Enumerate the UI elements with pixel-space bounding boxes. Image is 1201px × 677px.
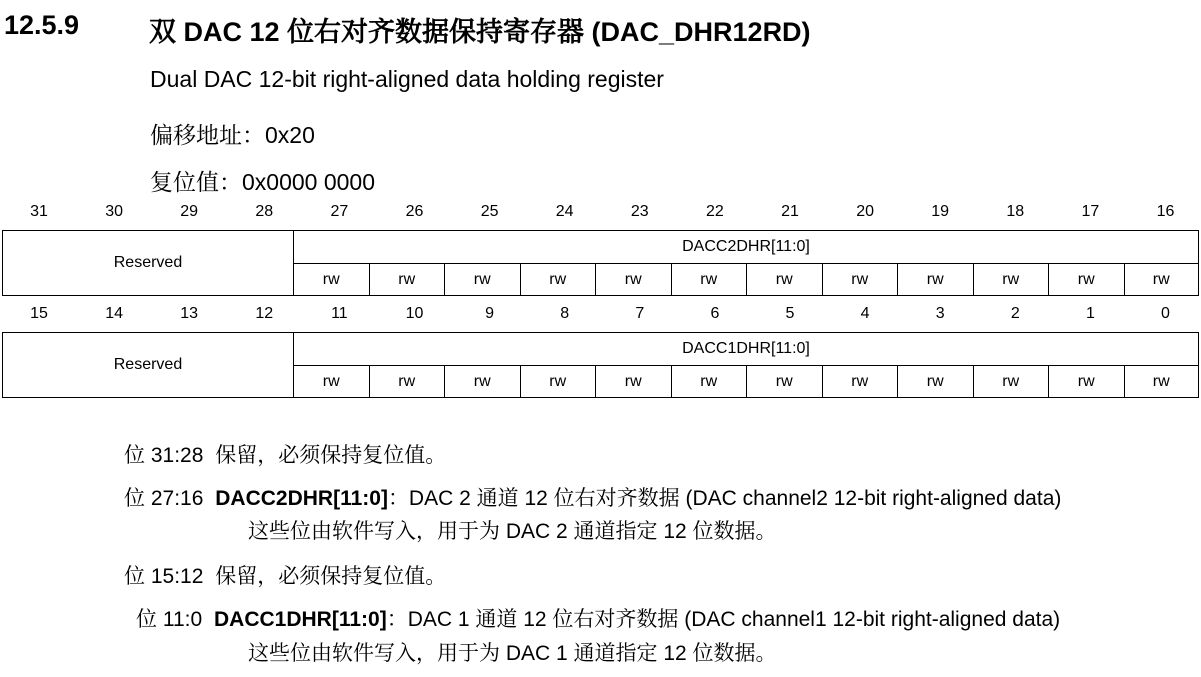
access-cell-rw: rw: [595, 366, 671, 397]
bit-number: 6: [710, 305, 720, 322]
register-box-upper: [2, 230, 1199, 296]
reserved-cell: Reserved: [3, 333, 294, 397]
desc-bits-27-16: [124, 482, 1061, 512]
access-cell-rw: rw: [1124, 366, 1199, 397]
reset-value: 复位值：0x0000 0000: [150, 169, 376, 195]
bit-number: 8: [560, 305, 570, 322]
offset-address: 偏移地址：0x20: [150, 122, 315, 148]
field-dacc1dhr: DACC1DHR[11:0]: [294, 333, 1198, 366]
access-cell-rw: rw: [671, 264, 747, 295]
bit-number: 13: [180, 305, 199, 322]
bit-number: 27: [330, 203, 349, 220]
bit-number: 17: [1081, 203, 1100, 220]
access-cell-rw: rw: [671, 366, 747, 397]
reserved-cell: Reserved: [3, 231, 294, 295]
access-cell-rw: rw: [293, 264, 369, 295]
access-cell-rw: rw: [444, 366, 520, 397]
bit-number: 31: [30, 203, 48, 220]
bit-number: 11: [331, 305, 348, 322]
access-cell-rw: rw: [897, 264, 973, 295]
section-number: 12.5.9: [4, 10, 80, 40]
access-cell-rw: rw: [1048, 366, 1124, 397]
access-cell-rw: rw: [369, 264, 445, 295]
bit-number: 1: [1085, 305, 1095, 322]
bit-number: 18: [1006, 203, 1025, 220]
bit-number: 25: [480, 203, 499, 220]
desc-bits-31-28: [124, 439, 446, 469]
access-cell-rw: rw: [822, 366, 898, 397]
desc-detail-dacc2dhr: 这些位由软件写入，用于为 DAC 2 通道指定 12 位数据。: [248, 520, 777, 543]
bit-number: 12: [255, 305, 274, 322]
bit-number: 3: [935, 305, 945, 322]
bit-number: 29: [180, 203, 199, 220]
bit-number: 16: [1156, 203, 1175, 220]
desc-text: ：DAC 1 通道 12 位右对齐数据 (DAC channel1 12-bit right-aligned data): [386, 608, 1061, 631]
bit-number: 20: [856, 203, 874, 220]
access-cell-rw: rw: [1048, 264, 1124, 295]
access-cell-rw: rw: [595, 264, 671, 295]
bit-number: 23: [630, 203, 649, 220]
desc-bit-range: 位 31:28: [124, 444, 204, 467]
bit-number: 22: [705, 203, 724, 220]
bit-number: 9: [485, 305, 495, 322]
register-box-lower: [2, 332, 1199, 398]
access-cell-rw: rw: [520, 264, 596, 295]
access-cell-rw: rw: [444, 264, 520, 295]
desc-field-name: DACC1DHR[11:0]: [214, 608, 387, 631]
bit-number: 4: [860, 305, 870, 322]
register-subtitle: Dual DAC 12-bit right-aligned data holding register: [150, 66, 664, 92]
bit-number: 26: [405, 203, 424, 220]
bit-number: 28: [255, 203, 274, 220]
bit-numbers-upper: [2, 203, 1199, 227]
desc-text: 保留，必须保持复位值。: [215, 565, 447, 588]
desc-text: 保留，必须保持复位值。: [215, 444, 447, 467]
bit-number: 15: [30, 305, 48, 322]
access-cell-rw: rw: [369, 366, 445, 397]
bit-number: 21: [781, 203, 799, 220]
field-dacc2dhr: DACC2DHR[11:0]: [294, 231, 1198, 264]
bit-number: 0: [1161, 305, 1170, 322]
bit-number: 10: [405, 305, 424, 322]
bit-number: 7: [635, 305, 645, 322]
access-cell-rw: rw: [293, 366, 369, 397]
access-cell-rw: rw: [822, 264, 898, 295]
bit-number: 14: [105, 305, 123, 322]
bit-number: 19: [931, 203, 950, 220]
desc-bits-11-0: [136, 603, 1060, 633]
bit-number: 30: [105, 203, 123, 220]
bit-numbers-lower: [2, 305, 1199, 329]
bit-number: 24: [555, 203, 574, 220]
bit-number: 2: [1010, 305, 1020, 322]
desc-bit-range: 位 27:16: [124, 487, 204, 510]
desc-text: ：DAC 2 通道 12 位右对齐数据 (DAC channel2 12-bit right-aligned data): [387, 487, 1062, 510]
access-cell-rw: rw: [746, 366, 822, 397]
section-title: 双 DAC 12 位右对齐数据保持寄存器 (DAC_DHR12RD): [149, 17, 811, 47]
desc-bit-range: 位 11:0: [136, 608, 203, 631]
desc-field-name: DACC2DHR[11:0]: [215, 487, 388, 510]
desc-bit-range: 位 15:12: [124, 565, 204, 588]
access-cell-rw: rw: [746, 264, 822, 295]
access-cell-rw: rw: [520, 366, 596, 397]
desc-detail-dacc1dhr: 这些位由软件写入，用于为 DAC 1 通道指定 12 位数据。: [248, 642, 777, 665]
desc-bits-15-12: [124, 560, 446, 590]
bit-number: 5: [785, 305, 795, 322]
access-cell-rw: rw: [973, 264, 1049, 295]
access-cell-rw: rw: [1124, 264, 1199, 295]
access-cell-rw: rw: [897, 366, 973, 397]
access-cell-rw: rw: [973, 366, 1049, 397]
